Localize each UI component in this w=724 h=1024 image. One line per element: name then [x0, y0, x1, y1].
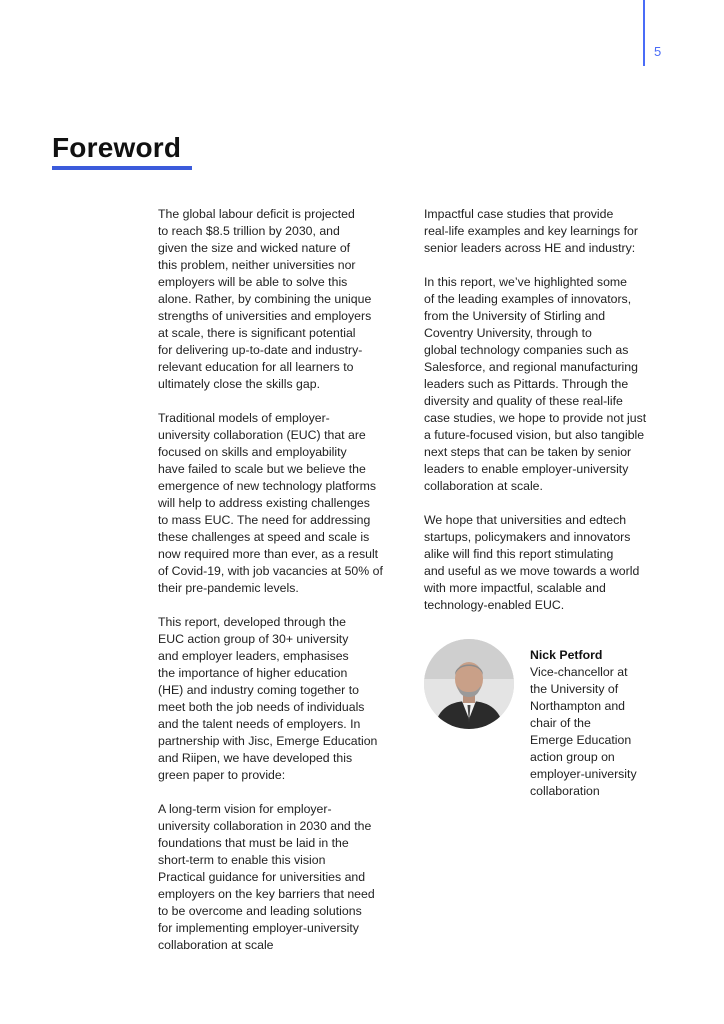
paragraph-highlighted-examples: In this report, we’ve highlighted some of the leading examples of innovators, from the University of Stirling and Coventry University, through to global technology companies such as Salesforce, and regional manufacturing leaders such as Pittards. Through the diversity and quality of these real-life case studies, we hope to provide not just a future-focused vision, but also tangible next steps that can be taken by senior leaders to enable employer-university collaboration at scale. [424, 275, 647, 493]
paragraph-long-term-vision: A long-term vision for employer- university collaboration in 2030 and the foundations that must be laid in the short-term to enable this vision [158, 802, 372, 867]
right-column [424, 206, 676, 801]
author-role: Vice-chancellor at the University of Northampton and chair of the Emerge Education action group on employer-university collaboration [530, 665, 637, 798]
paragraph-closing-hope: We hope that universities and edtech startups, policymakers and innovators alike will find this report stimulating and useful as we move towards a world with more impactful, scalable and technology-enabled EUC. [424, 513, 640, 612]
author-name: Nick Petford [530, 648, 603, 662]
title-underline [52, 166, 192, 170]
paragraph-practical-guidance: Practical guidance for universities and employers on the key barriers that need to be overcome and leading solutions for implementing employer-university collaboration at scale [158, 870, 375, 952]
paragraph-labour-deficit: The global labour deficit is projected to reach $8.5 trillion by 2030, and given the size and wicked nature of this problem, neither universities nor employers will be able to solve this alone. Rather, by combining the unique strengths of universities and employers at scale, there is significant potential for delivering up-to-date and industry- relevant education for all learners to ultimately close the skills gap. [158, 207, 372, 391]
paragraph-case-studies: Impactful case studies that provide real-life examples and key learnings for senior leaders across HE and industry: [424, 207, 638, 255]
page-rule [643, 0, 645, 66]
left-column [158, 206, 410, 971]
portrait-image-icon [424, 639, 514, 729]
author-portrait [424, 639, 514, 729]
author-signature [530, 647, 680, 800]
page-number: 5 [654, 44, 662, 59]
page-title: Foreword [52, 132, 182, 163]
author-block [424, 631, 676, 801]
paragraph-report-intro: This report, developed through the EUC action group of 30+ university and employer leaders, emphasises the importance of higher education (HE) and industry coming together to meet both the job needs of individuals and the talent needs of employers. In partnership with Jisc, Emerge Education and Riipen, we have developed this green paper to provide: [158, 615, 378, 782]
paragraph-traditional-models: Traditional models of employer- university collaboration (EUC) that are focused on skills and employability have failed to scale but we believe the emergence of new technology platforms will help to address existing challenges to mass EUC. The need for addressing these challenges at speed and scale is now required more than ever, as a result of Covid-19, with job vacancies at 50% of their pre-pandemic levels. [158, 411, 383, 595]
